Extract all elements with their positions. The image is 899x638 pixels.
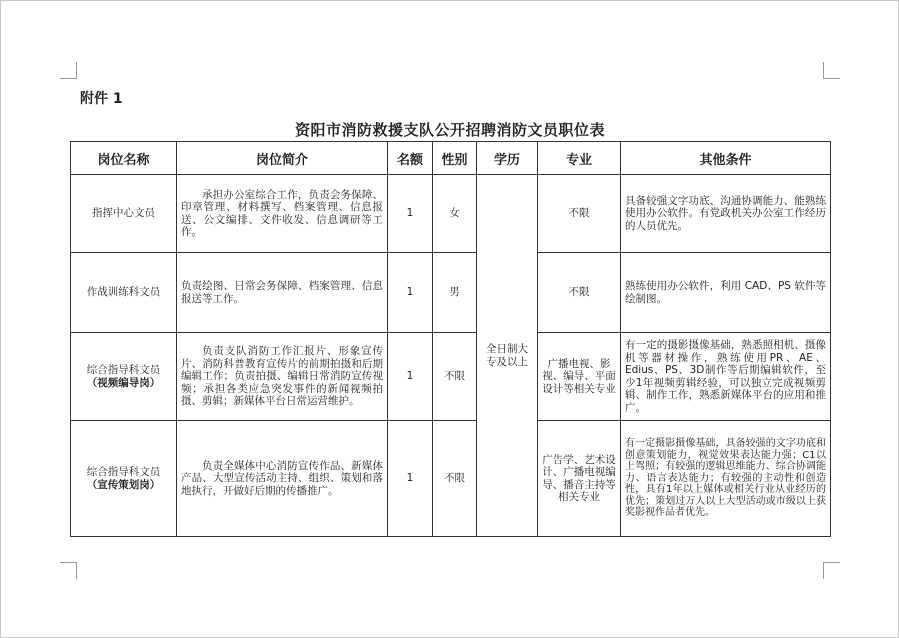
col-header-education: 学历 xyxy=(477,142,538,175)
job-name-text: 指挥中心文员 xyxy=(92,207,155,220)
table-row xyxy=(71,253,831,333)
job-education: 全日制大专及以上 xyxy=(477,175,538,537)
job-intro: 承担办公室综合工作，负责会务保障、印章管理、材料撰写、档案管理、信息报送、公文编排、文件收发、信息调研等工作。 xyxy=(177,175,388,253)
job-name xyxy=(71,175,177,253)
job-major: 广播电视、影视、编导、平面设计等相关专业 xyxy=(538,333,621,421)
job-name-text: 作战训练科文员 xyxy=(86,286,161,299)
page-title: 资阳市消防救援支队公开招聘消防文员职位表 xyxy=(294,121,605,139)
job-name xyxy=(71,333,177,421)
crop-mark-top-right xyxy=(823,62,840,79)
col-header-other: 其他条件 xyxy=(621,142,831,175)
table-row xyxy=(71,333,831,421)
job-name-text: 综合指导科文员 xyxy=(86,364,161,376)
job-quota: 1 xyxy=(388,175,433,253)
job-quota: 1 xyxy=(388,253,433,333)
crop-mark-bottom-right xyxy=(823,562,840,579)
col-header-major: 专业 xyxy=(538,142,621,175)
col-header-gender: 性别 xyxy=(433,142,477,175)
header-row xyxy=(71,142,831,175)
job-gender: 男 xyxy=(433,253,477,333)
job-name xyxy=(71,253,177,333)
col-header-quota: 名额 xyxy=(388,142,433,175)
job-other-conditions: 具备较强文字功底、沟通协调能力、能熟练使用办公软件。有党政机关办公室工作经历的人员优先。 xyxy=(621,175,831,253)
col-header-name: 岗位名称 xyxy=(71,142,177,175)
job-intro: 负责支队消防工作汇报片、形象宣传片、消防科普教育宣传片的前期拍摄和后期编辑工作；负责拍摄、编辑日常消防宣传视频；承担各类应急突发事件的新闻视频拍摄、剪辑；新媒体平台日常运营维护。 xyxy=(177,333,388,421)
job-name-text: 综合指导科文员 xyxy=(86,466,161,478)
table-row xyxy=(71,421,831,537)
crop-mark-bottom-left xyxy=(60,562,77,579)
job-intro: 负责绘图、日常会务保障、档案管理、信息报送等工作。 xyxy=(177,253,388,333)
crop-mark-top-left xyxy=(60,62,77,79)
job-quota: 1 xyxy=(388,333,433,421)
job-quota: 1 xyxy=(388,421,433,537)
job-intro: 负责全媒体中心消防宣传作品、新媒体产品、大型宣传活动主持、组织、策划和落地执行，开做好后期的传播推广。 xyxy=(177,421,388,537)
job-major: 不限 xyxy=(538,253,621,333)
job-name-subtitle: （视频编导岗） xyxy=(86,376,161,389)
job-table xyxy=(70,141,831,537)
job-major: 广告学、艺术设计、广播电视编导、播音主持等相关专业 xyxy=(538,421,621,537)
job-other-conditions: 有一定摄影摄像基础，具备较强的文字功底和创意策划能力，视觉效果表达能力强；C1以上驾照；有较强的逻辑思维能力、综合协调能力、语言表达能力；有较强的主动性和创造性，具有1年以上媒体或相关行业从业经历的优先；策划过万人以上大型活动或市级以上获奖影视作品者优先。 xyxy=(621,421,831,537)
table-row xyxy=(71,175,831,253)
attachment-label: 附件 1 xyxy=(80,91,123,107)
job-major: 不限 xyxy=(538,175,621,253)
job-gender: 女 xyxy=(433,175,477,253)
job-name xyxy=(71,421,177,537)
job-other-conditions: 熟练使用办公软件，利用 CAD、PS 软件等绘制图。 xyxy=(621,253,831,333)
job-gender: 不限 xyxy=(433,421,477,537)
job-gender: 不限 xyxy=(433,333,477,421)
col-header-intro: 岗位简介 xyxy=(177,142,388,175)
job-name-subtitle: （宣传策划岗） xyxy=(86,478,161,491)
job-other-conditions: 有一定的摄影摄像基础，熟悉照相机、摄像机等器材操作，熟练使用PR、AE、Edius、PS、3D制作等后期编辑软件，至少1年视频剪辑经验，可以独立完成视频剪辑、制作工作，熟悉新媒体平台的应用和推广。 xyxy=(621,333,831,421)
